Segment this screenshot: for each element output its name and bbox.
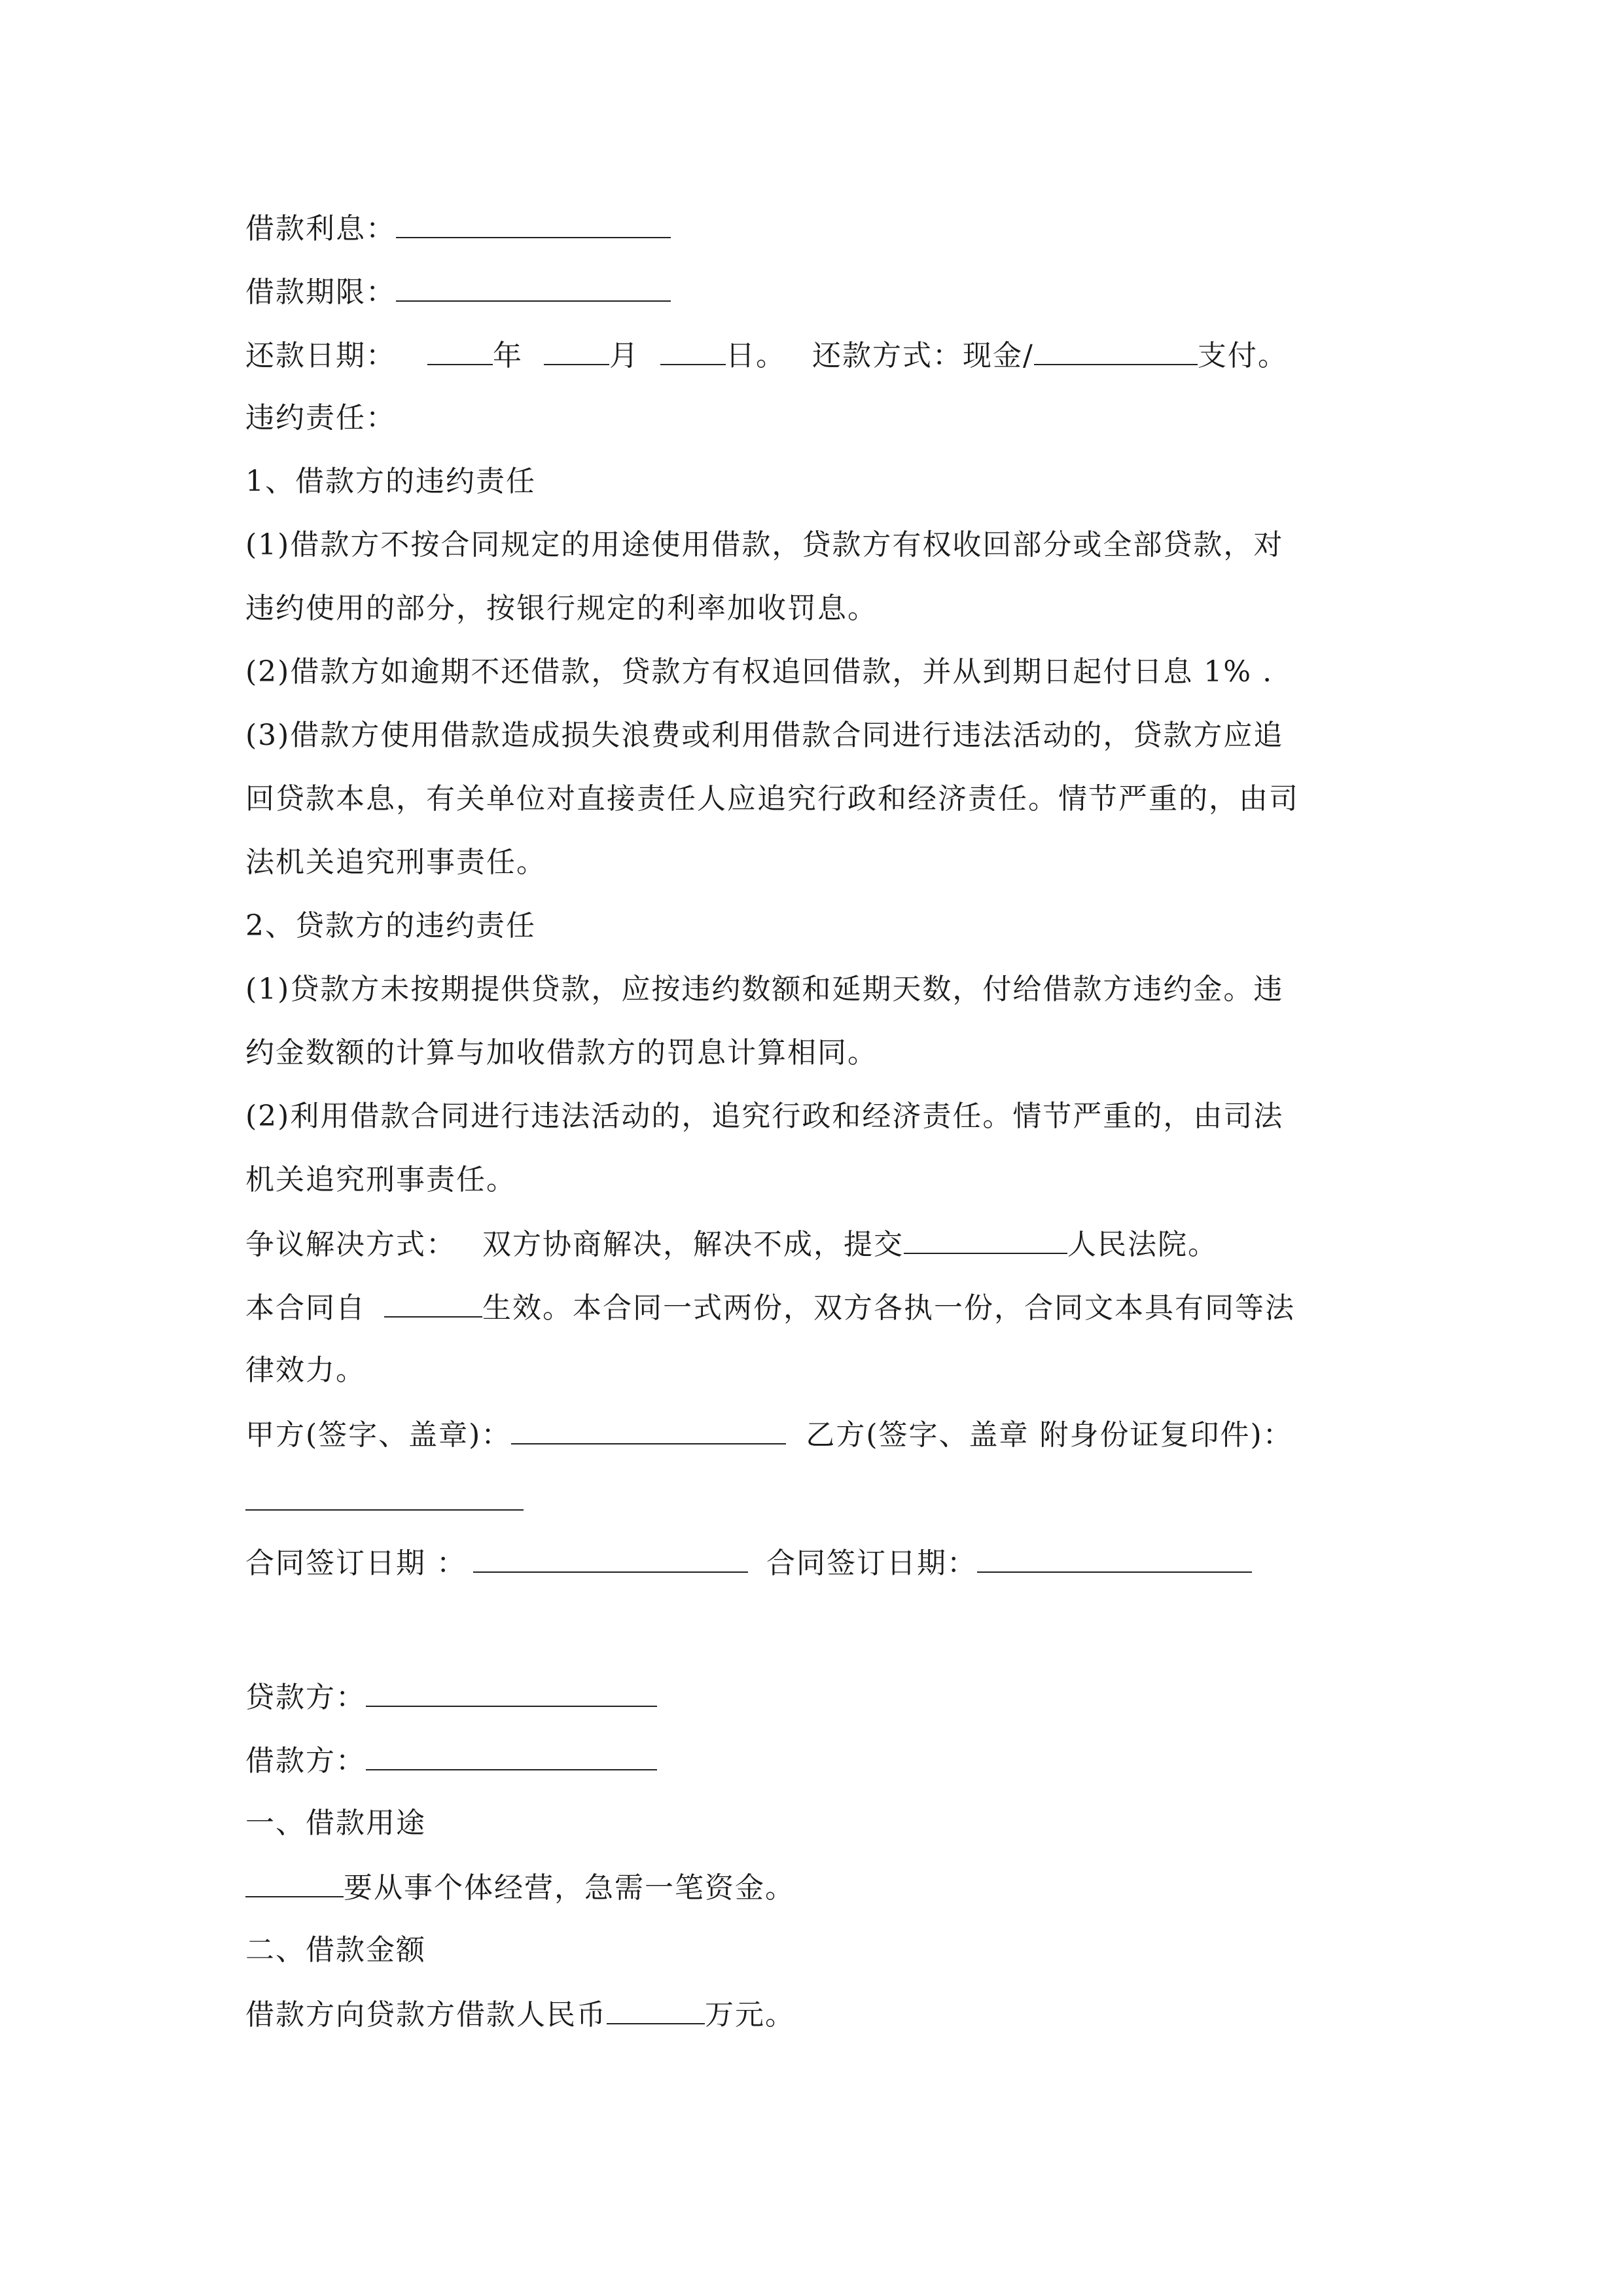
borrower-breach-heading: 1、借款方的违约责任 bbox=[245, 465, 536, 498]
repay-day-unit: 日。 bbox=[726, 339, 786, 372]
interest-label: 借款利息： bbox=[245, 212, 396, 245]
effect-date-blank[interactable] bbox=[384, 1287, 482, 1318]
sign-date-b-label: 合同签订日期： bbox=[766, 1547, 977, 1580]
sign-date-a-blank[interactable] bbox=[473, 1543, 748, 1573]
effect-line2: 律效力。 bbox=[245, 1354, 366, 1387]
borrower-breach-item1-line2: 违约使用的部分，按银行规定的利率加收罚息。 bbox=[245, 592, 878, 625]
lender-breach-item2-line2: 机关追究刑事责任。 bbox=[245, 1163, 516, 1196]
amount-prefix: 借款方向贷款方借款人民币 bbox=[245, 1998, 607, 2032]
sign-date-a-label: 合同签订日期 ： bbox=[245, 1547, 467, 1580]
borrower-row bbox=[245, 1740, 1410, 1780]
repay-year-unit: 年 bbox=[493, 339, 523, 372]
dispute-text: 双方协商解决，解决不成，提交 bbox=[482, 1228, 904, 1261]
lender-row bbox=[245, 1677, 1410, 1716]
dispute-court-blank[interactable] bbox=[904, 1224, 1067, 1254]
interest-blank[interactable] bbox=[396, 208, 671, 238]
purpose-heading: 一、借款用途 bbox=[245, 1806, 426, 1840]
lender-breach-heading: 2、贷款方的违约责任 bbox=[245, 909, 536, 942]
party-a-blank[interactable] bbox=[511, 1414, 786, 1444]
repay-month-unit: 月 bbox=[609, 339, 639, 372]
party-b-blank[interactable] bbox=[245, 1480, 524, 1511]
borrower-breach-item1-line1: (1)借款方不按合同规定的用途使用借款，贷款方有权收回部分或全部贷款，对 bbox=[245, 528, 1284, 562]
amount-suffix: 万元。 bbox=[705, 1998, 795, 2032]
borrower-breach-item3-line2: 回贷款本息，有关单位对直接责任人应追究行政和经济责任。情节严重的，由司 bbox=[245, 782, 1299, 816]
party-a-label: 甲方(签字、盖章)： bbox=[245, 1418, 512, 1452]
dispute-row bbox=[245, 1224, 1410, 1263]
term-blank[interactable] bbox=[396, 272, 671, 302]
breach-title: 违约责任： bbox=[245, 401, 396, 435]
borrower-breach-item2: (2)借款方如逾期不还借款，贷款方有权追回借款，并从到期日起付日息 1% . bbox=[245, 655, 1274, 689]
repay-method-label: 还款方式：现金/ bbox=[812, 339, 1034, 372]
signature-row bbox=[245, 1414, 1410, 1454]
borrower-breach-item3-line1: (3)借款方使用借款造成损失浪费或利用借款合同进行违法活动的，贷款方应追 bbox=[245, 719, 1284, 752]
repay-day-blank[interactable] bbox=[660, 335, 726, 365]
repay-date-label: 还款日期： bbox=[245, 339, 396, 372]
term-label: 借款期限： bbox=[245, 276, 396, 309]
party-b-sign-row bbox=[245, 1480, 1410, 1520]
lender-breach-item2-line1: (2)利用借款合同进行违法活动的，追究行政和经济责任。情节严重的，由司法 bbox=[245, 1100, 1284, 1133]
party-b-label: 乙方(签字、盖章 附身份证复印件)： bbox=[806, 1418, 1293, 1452]
dispute-tail: 人民法院。 bbox=[1067, 1228, 1218, 1261]
purpose-text: 要从事个体经营，急需一笔资金。 bbox=[344, 1871, 795, 1905]
sign-date-row bbox=[245, 1543, 1410, 1582]
effect-text: 生效。本合同一式两份，双方各执一份，合同文本具有同等法 bbox=[482, 1291, 1295, 1325]
interest-row bbox=[245, 208, 1410, 247]
lender-breach-item1-line1: (1)贷款方未按期提供贷款，应按违约数额和延期天数，付给借款方违约金。违 bbox=[245, 973, 1284, 1006]
lender-breach-item1-line2: 约金数额的计算与加收借款方的罚息计算相同。 bbox=[245, 1036, 878, 1069]
effect-row bbox=[245, 1287, 1410, 1327]
repay-method-tail: 支付。 bbox=[1197, 339, 1288, 372]
borrower-label: 借款方： bbox=[245, 1744, 366, 1778]
effect-prefix: 本合同自 bbox=[245, 1291, 366, 1325]
dispute-label: 争议解决方式： bbox=[245, 1228, 456, 1261]
amount-heading: 二、借款金额 bbox=[245, 1933, 426, 1967]
amount-blank[interactable] bbox=[607, 1994, 705, 2024]
repay-row bbox=[245, 335, 1410, 374]
term-row bbox=[245, 272, 1410, 311]
lender-blank[interactable] bbox=[366, 1677, 657, 1707]
purpose-blank[interactable] bbox=[245, 1867, 344, 1897]
borrower-blank[interactable] bbox=[366, 1740, 657, 1770]
repay-method-blank[interactable] bbox=[1034, 335, 1198, 365]
purpose-row bbox=[245, 1867, 1410, 1907]
repay-year-blank[interactable] bbox=[427, 335, 493, 365]
sign-date-b-blank[interactable] bbox=[977, 1543, 1252, 1573]
borrower-breach-item3-line3: 法机关追究刑事责任。 bbox=[245, 846, 546, 879]
repay-month-blank[interactable] bbox=[544, 335, 609, 365]
lender-label: 贷款方： bbox=[245, 1681, 366, 1714]
amount-row bbox=[245, 1994, 1410, 2034]
